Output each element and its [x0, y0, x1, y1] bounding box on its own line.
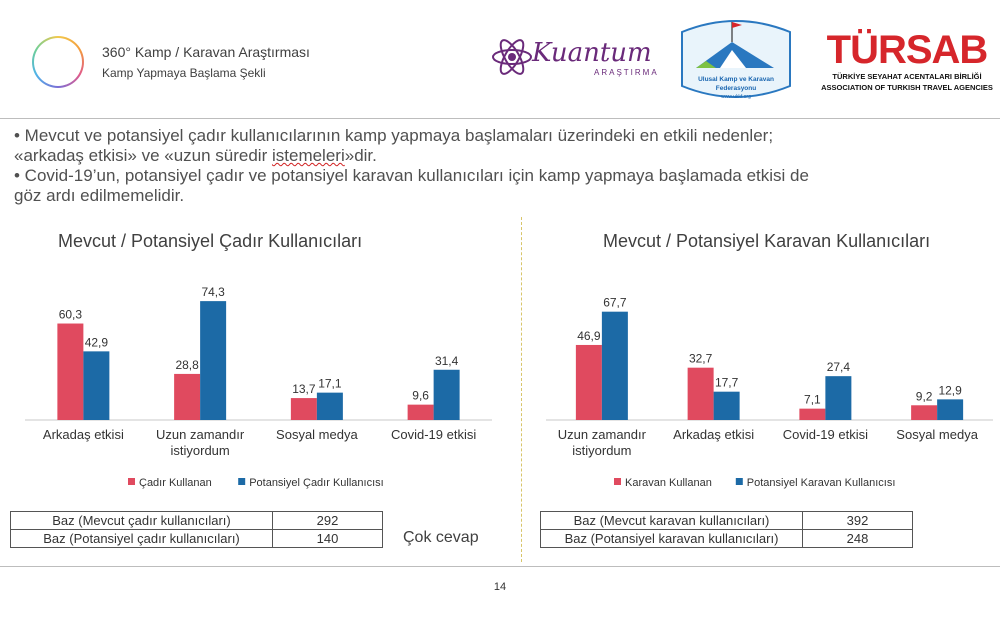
report-subtitle: Kamp Yapmaya Başlama Şekli: [102, 66, 266, 80]
tent-base-table: [10, 511, 383, 548]
bar-potential: [200, 301, 226, 420]
bar-potential: [317, 393, 343, 420]
tursab-logo-line2: ASSOCIATION OF TURKISH TRAVEL AGENCIES: [821, 83, 993, 92]
data-label: 17,1: [318, 376, 342, 391]
base-value: 292: [273, 512, 383, 530]
data-label: 12,9: [938, 383, 962, 398]
bar-potential: [825, 376, 851, 420]
ukkf-logo-line1: Ulusal Kamp ve Karavan: [698, 76, 774, 83]
data-label: 42,9: [84, 335, 109, 350]
bullet-1-line-2-end: »dir.: [344, 146, 377, 165]
bar-potential: [83, 351, 109, 420]
tursab-logo-text: TÜRSAB: [826, 28, 988, 72]
legend-label: Karavan Kullanan: [625, 477, 712, 489]
bar-potential: [937, 399, 963, 420]
bar-current: [576, 345, 602, 420]
tent-chart-title: Mevcut / Potansiyel Çadır Kullanıcıları: [58, 231, 363, 251]
data-label: 17,7: [714, 375, 739, 390]
report-title: 360° Kamp / Karavan Araştırması: [102, 44, 310, 60]
category-label: Arkadaş etkisi: [673, 427, 755, 442]
bar-current: [57, 324, 83, 420]
bar-current: [174, 374, 200, 420]
bar-potential: [602, 312, 628, 420]
footer-divider: [0, 566, 1000, 567]
data-label: 60,3: [58, 307, 83, 322]
base-value: 392: [803, 512, 913, 530]
category-label: Uzun zamandır: [156, 427, 245, 442]
base-label: Baz (Mevcut çadır kullanıcıları): [11, 512, 273, 530]
category-label: Covid-19 etkisi: [390, 427, 477, 442]
category-label: istiyordum: [572, 443, 632, 458]
legend-swatch: [736, 478, 743, 485]
category-label: Sosyal medya: [276, 427, 358, 442]
table-row: [11, 512, 383, 530]
bar-potential: [714, 392, 740, 420]
bar-potential: [434, 370, 460, 420]
data-label: 67,7: [603, 295, 627, 310]
data-label: 13,7: [292, 382, 316, 397]
header-divider: [0, 118, 1000, 119]
data-label: 32,7: [688, 351, 713, 366]
spellcheck-word: istemeleri: [271, 146, 345, 165]
bullet-1-line-2: [14, 146, 994, 166]
data-label: 74,3: [201, 285, 225, 300]
bullet-1-line-1: • Mevcut ve potansiyel çadır kullanıcılarının kamp yapmaya başlamaları üzerindeki en etkili nedenler;: [14, 126, 774, 145]
page-number: 14: [493, 581, 507, 593]
base-value: 140: [273, 530, 383, 548]
category-label: Uzun zamandır: [557, 427, 646, 442]
category-label: Covid-19 etkisi: [782, 427, 869, 442]
caravan-chart-title: Mevcut / Potansiyel Karavan Kullanıcıları: [603, 231, 931, 251]
caravan-base-table: [540, 511, 913, 548]
legend-swatch: [614, 478, 621, 485]
data-label: 28,8: [175, 357, 199, 372]
bullet-2-line-1: • Covid-19’un, potansiyel çadır ve potansiyel karavan kullanıcıları için kamp yapmaya başlamada etkisi de: [14, 166, 809, 185]
ukkf-logo-line2: Federasyonu: [715, 85, 757, 92]
category-label: Sosyal medya: [896, 427, 978, 442]
bar-current: [688, 368, 714, 420]
category-label: Arkadaş etkisi: [42, 427, 124, 442]
caravan-bar-chart: [538, 262, 1000, 500]
base-label: Baz (Potansiyel çadır kullanıcıları): [11, 530, 273, 548]
tursab-logo-line1: TÜRKİYE SEYAHAT ACENTALARI BİRLİĞİ: [832, 72, 982, 81]
legend-label: Potansiyel Çadır Kullanıcısı: [249, 477, 384, 489]
brand-ring-logo: [32, 36, 84, 88]
data-label: 7,1: [804, 392, 821, 407]
legend-swatch: [238, 478, 245, 485]
ukkf-logo-url: www.ukkf.org: [721, 94, 751, 100]
tursab-logo: [818, 28, 996, 100]
ukkf-logo: [676, 14, 796, 104]
bar-current: [911, 405, 937, 420]
table-row: [11, 530, 383, 548]
data-label: 31,4: [434, 353, 459, 368]
table-row: [541, 512, 913, 530]
bar-current: [291, 398, 317, 420]
legend-label: Potansiyel Karavan Kullanıcısı: [746, 477, 896, 489]
kuantum-logo-text: Kuantum: [532, 38, 652, 68]
data-label: 46,9: [577, 328, 601, 343]
multiple-answer-note: Çok cevap: [403, 529, 479, 546]
data-label: 9,6: [412, 388, 429, 403]
kuantum-logo-subtext: ARAŞTIRMA: [594, 68, 659, 77]
data-label: 9,2: [915, 389, 933, 404]
tent-bar-chart: [10, 262, 510, 500]
chart-divider: [521, 217, 522, 562]
kuantum-logo: [490, 30, 665, 86]
table-row: [541, 530, 913, 548]
base-value: 248: [803, 530, 913, 548]
data-label: 27,4: [826, 360, 851, 375]
bar-current: [799, 409, 825, 420]
bar-current: [408, 405, 434, 420]
bullet-2-line-2: göz ardı edilmemelidir.: [14, 186, 185, 205]
base-label: Baz (Potansiyel karavan kullanıcıları): [541, 530, 803, 548]
base-label: Baz (Mevcut karavan kullanıcıları): [541, 512, 803, 530]
legend-label: Çadır Kullanan: [139, 477, 212, 489]
category-label: istiyordum: [170, 443, 230, 458]
legend-swatch: [128, 478, 135, 485]
atom-icon: [490, 34, 534, 80]
summary-bullets: [14, 126, 994, 206]
bullet-1-line-2-start: «arkadaş etkisi» ve «uzun süredir: [14, 146, 272, 165]
